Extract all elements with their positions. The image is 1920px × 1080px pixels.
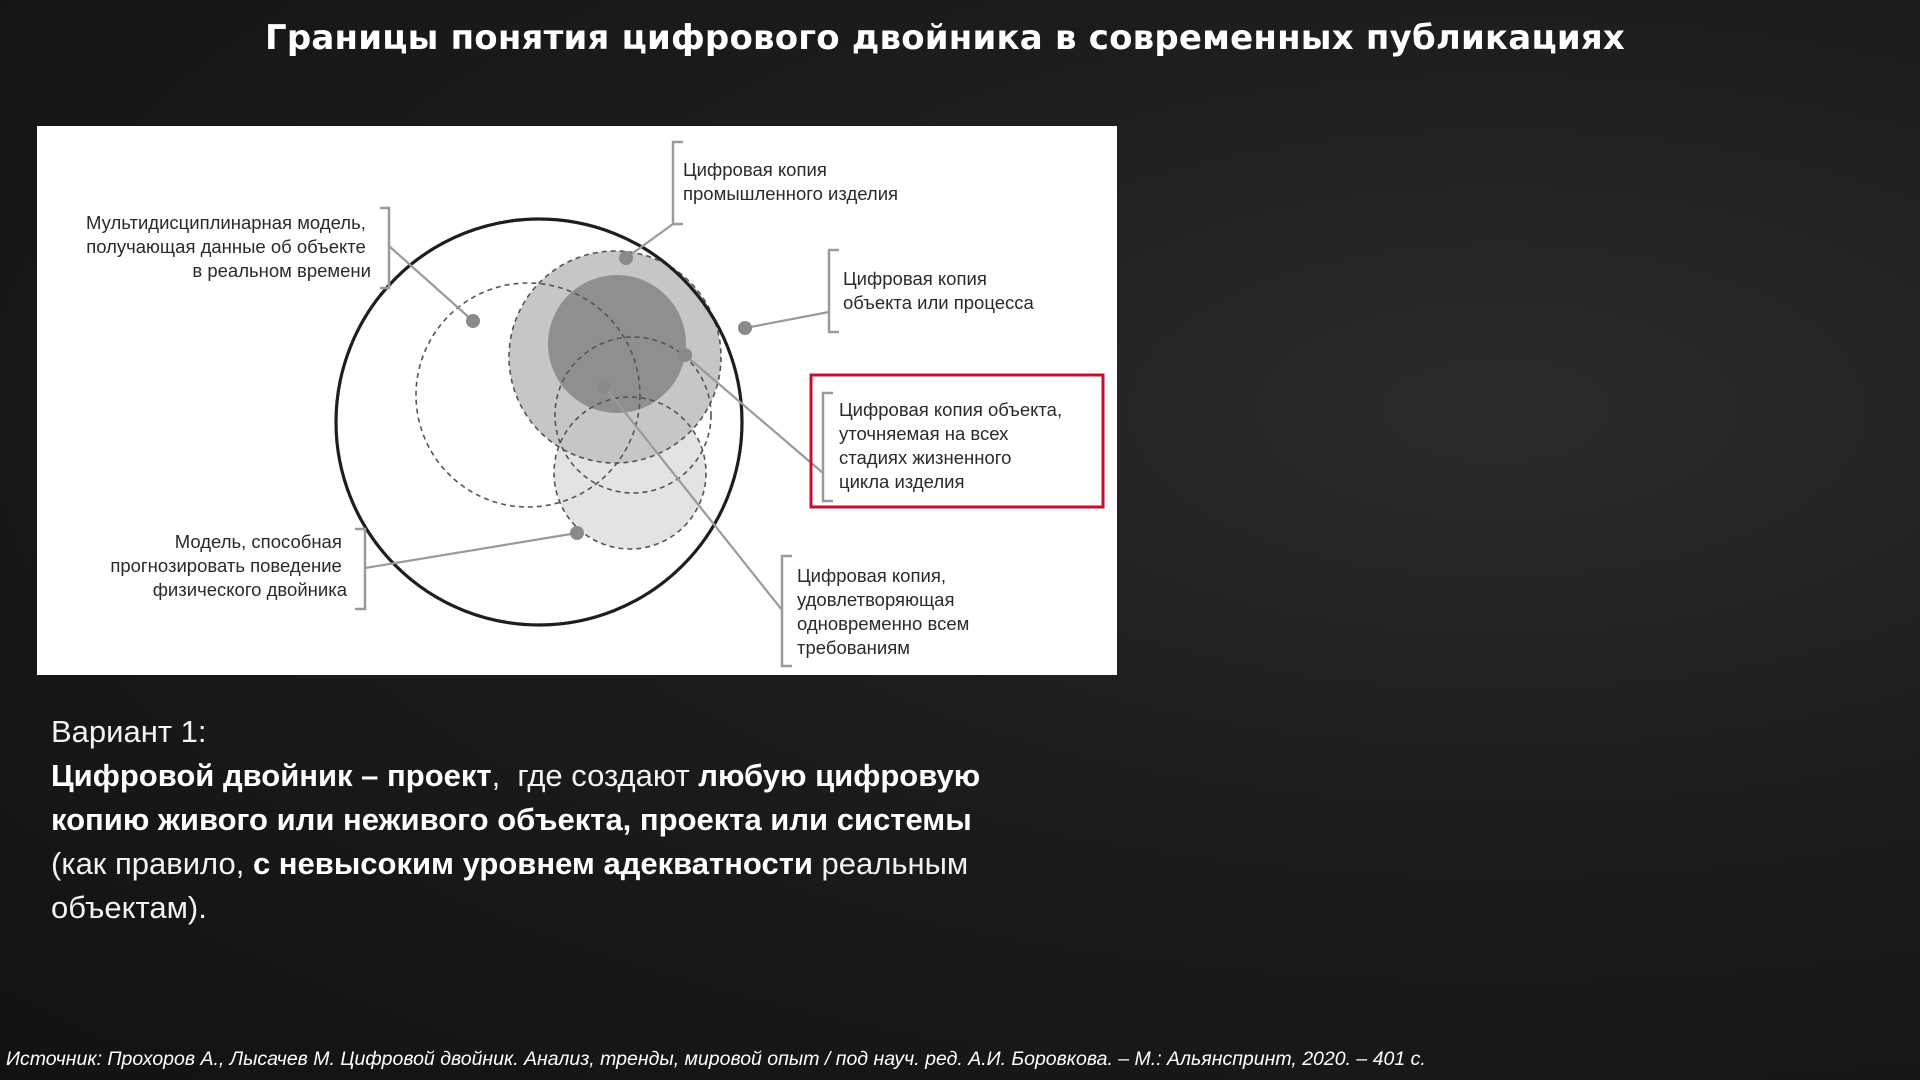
label-line: Цифровая копия [843, 268, 987, 289]
venn-diagram [37, 126, 1117, 675]
dot-all-requirements [597, 379, 611, 393]
label-line: Цифровая копия [683, 159, 827, 180]
label-line: Мультидисциплинарная модель, [86, 212, 366, 233]
bracket-lifecycle [823, 393, 833, 501]
label-line: объекта или процесса [843, 292, 1034, 313]
label-line: Цифровая копия объекта, [839, 399, 1063, 420]
label-lifecycle-copy [839, 399, 1067, 492]
label-line: стадиях жизненного [839, 447, 1012, 468]
bracket-multidisciplinary [380, 208, 389, 288]
leader-lifecycle [685, 355, 823, 473]
variant-bold-text: копию живого или неживого объекта, проекта или системы [51, 802, 972, 837]
label-line: уточняемая на всех [839, 423, 1009, 444]
variant-line-1 [51, 754, 1051, 798]
label-line: удовлетворяющая [797, 589, 955, 610]
source-citation: Источник: Прохоров А., Лысачев М. Цифровой двойник. Анализ, тренды, мировой опыт / под науч. ред. А.И. Боровкова. – М.: Альянспринт, 2020. – 401 с. [6, 1048, 1426, 1070]
label-object-process-copy [843, 268, 1034, 313]
venn-diagram-panel [37, 126, 1117, 675]
label-line: требованиям [797, 637, 910, 658]
label-line: промышленного изделия [683, 183, 899, 204]
leader-multidisciplinary [389, 246, 473, 321]
label-multidisciplinary [86, 212, 371, 281]
label-line: физического двойника [152, 579, 347, 600]
variant-line-4: объектам). [51, 890, 207, 925]
label-line: в реальном времени [192, 260, 371, 281]
variant-text: , где создают [491, 758, 699, 793]
dot-predictive [570, 526, 584, 540]
variant-description [51, 710, 1051, 930]
variant-line-2 [51, 798, 1051, 842]
label-all-requirements [797, 565, 974, 658]
dot-lifecycle [678, 348, 692, 362]
bracket-all-requirements [782, 556, 792, 666]
variant-bold-text: любую цифровую [698, 758, 981, 793]
label-line: прогнозировать поведение [110, 555, 342, 576]
variant-bold-text: с невысоким уровнем адекватности [252, 846, 813, 881]
leader-predictive [365, 533, 577, 568]
dot-industrial [619, 251, 633, 265]
leader-object-process [745, 312, 829, 328]
label-line: Цифровая копия, [797, 565, 946, 586]
label-line: цикла изделия [839, 471, 965, 492]
bracket-industrial [673, 142, 683, 224]
label-predictive-model [110, 531, 347, 600]
label-line: получающая данные об объекте [86, 236, 366, 257]
bracket-object-process [829, 250, 839, 332]
variant-text: реальным [812, 846, 969, 881]
bracket-predictive [355, 529, 365, 609]
variant-heading: Вариант 1: [51, 714, 207, 749]
dot-object-process [738, 321, 752, 335]
variant-bold-term: Цифровой двойник – проект [51, 758, 492, 793]
dot-multidisciplinary [466, 314, 480, 328]
slide-title: Границы понятия цифрового двойника в современных публикациях [264, 18, 1626, 58]
label-line: одновременно всем [797, 613, 970, 634]
label-line: Модель, способная [174, 531, 342, 552]
variant-line-3 [51, 842, 1051, 886]
label-industrial-copy [683, 159, 898, 204]
variant-text: (как правило, [51, 846, 253, 881]
